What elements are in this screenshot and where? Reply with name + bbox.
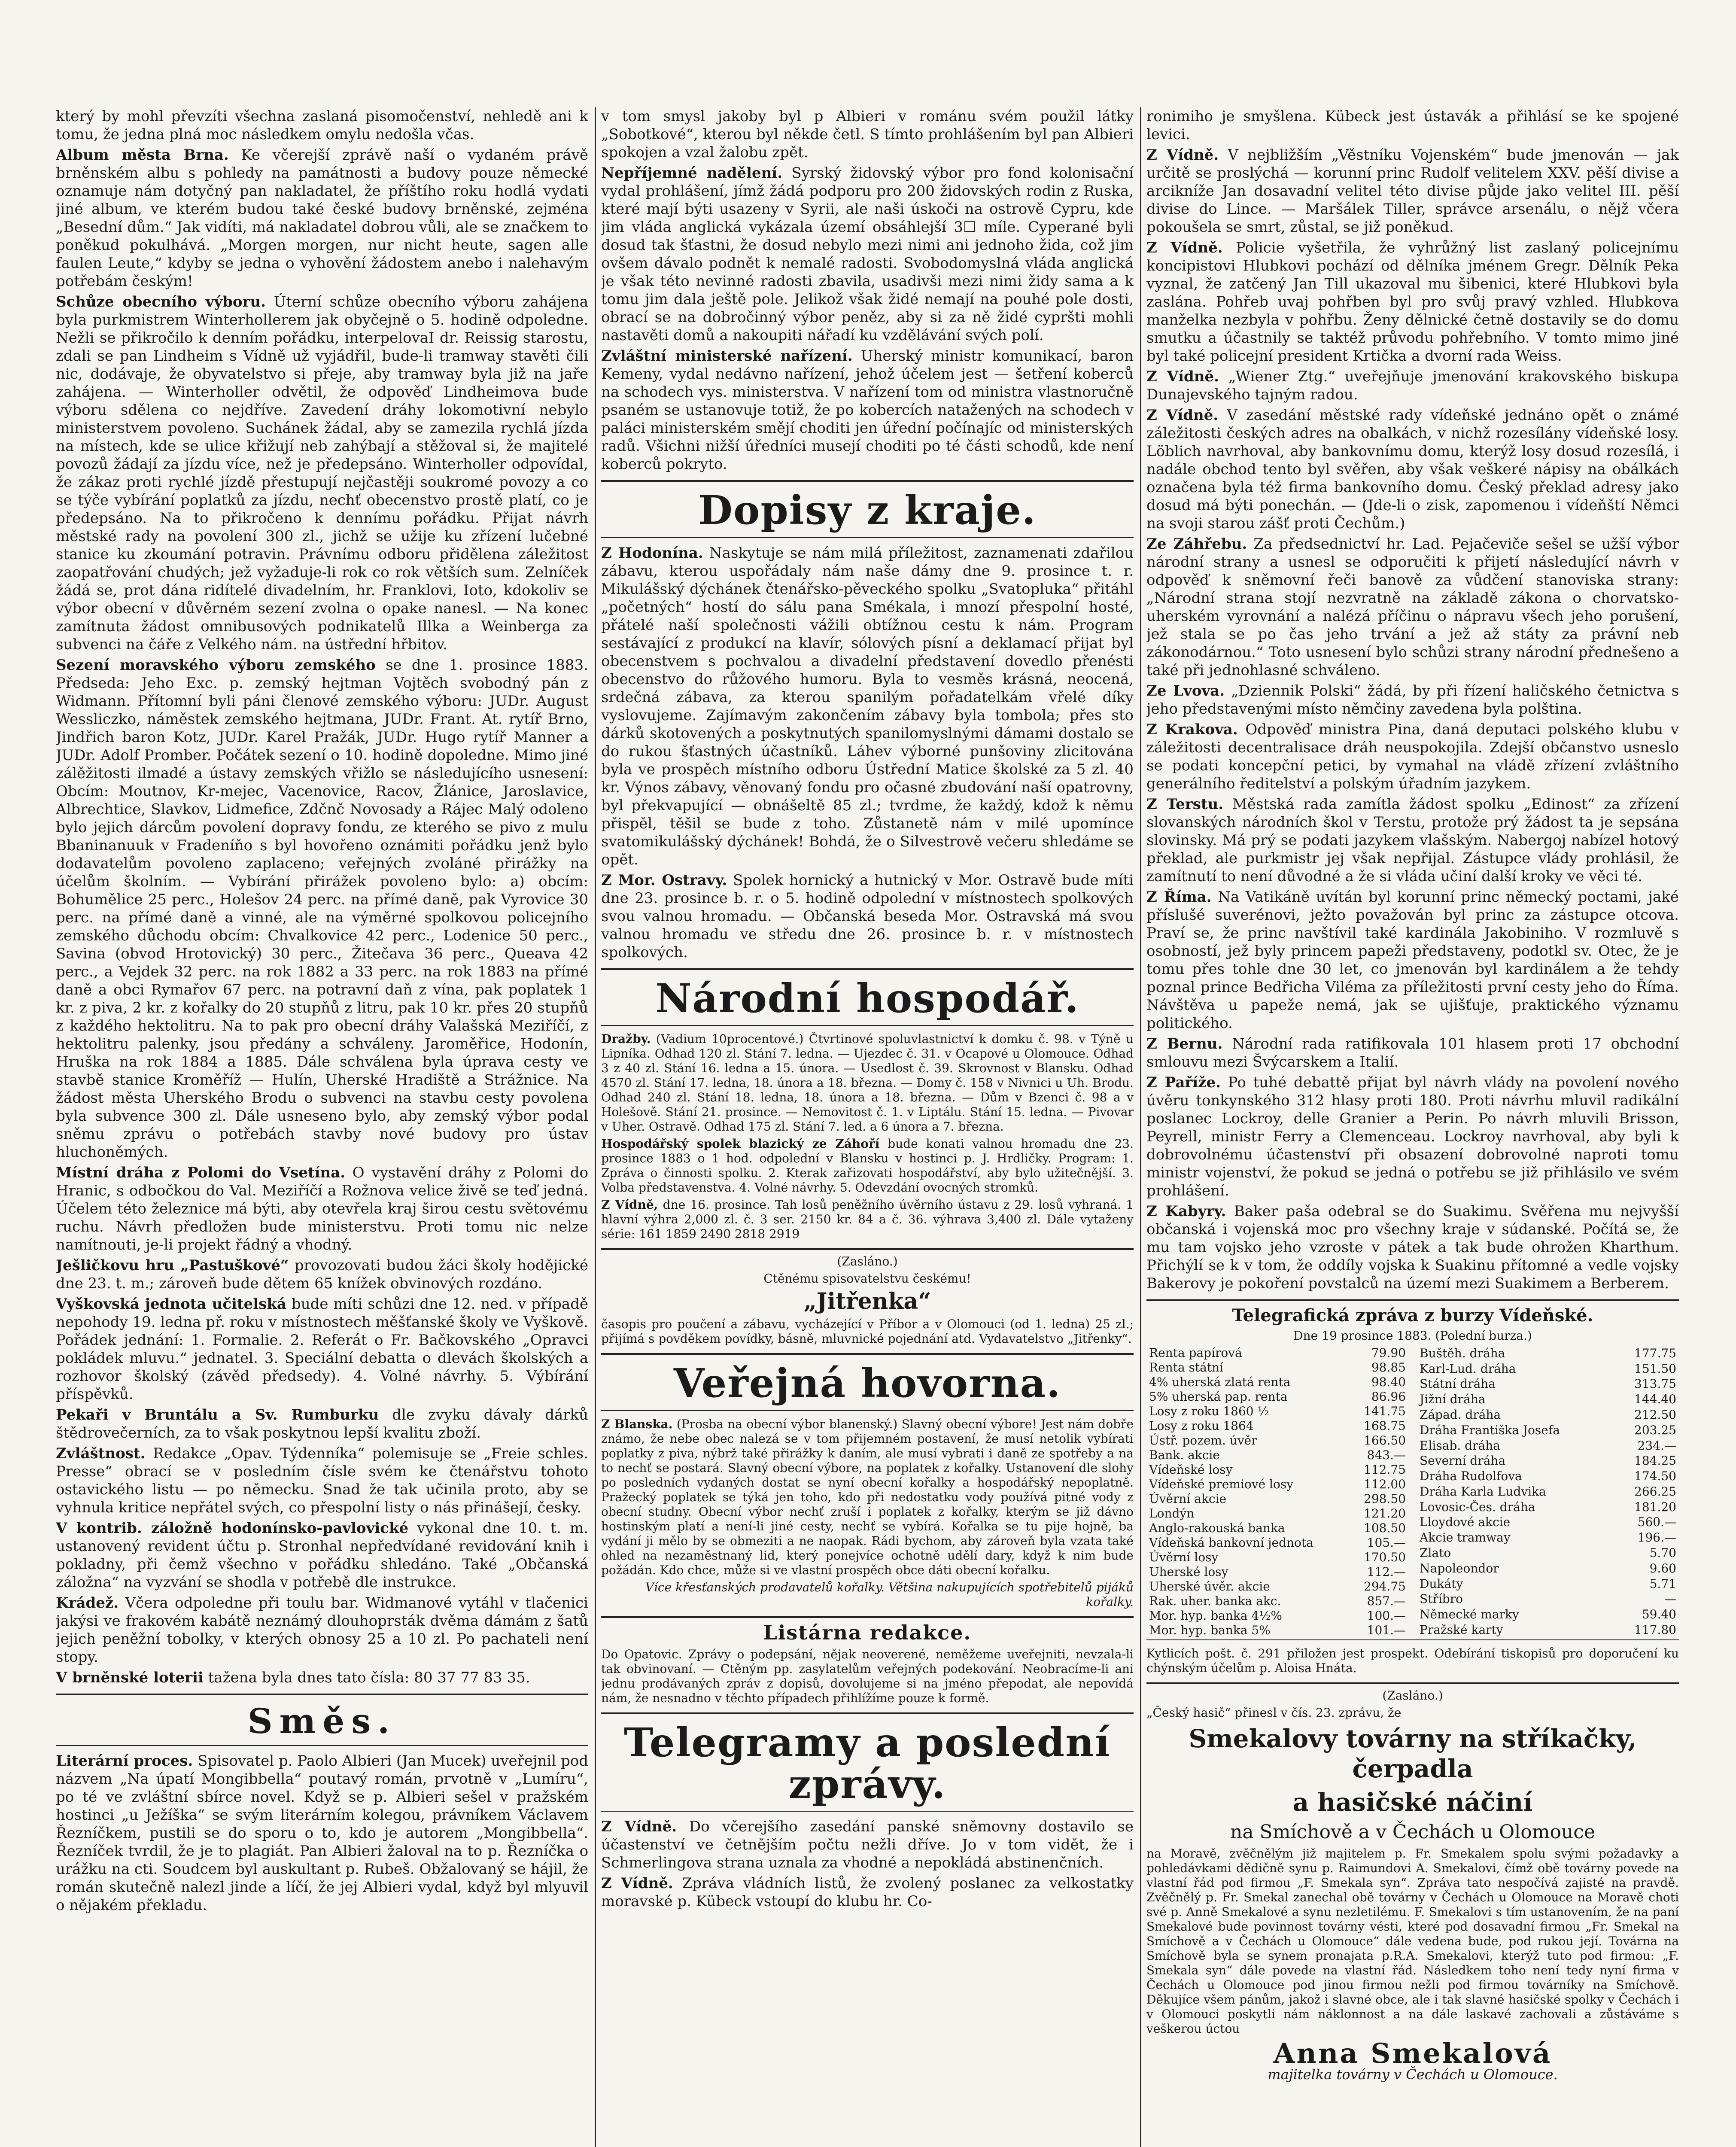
bourse-item: Vídeňské premiové losy bbox=[1149, 1477, 1294, 1491]
bourse-item: Lloydové akcie bbox=[1420, 1515, 1511, 1530]
bourse-item: Stříbro bbox=[1420, 1592, 1463, 1606]
section-divider bbox=[1146, 1682, 1679, 1684]
article-vidne4 bbox=[1146, 406, 1679, 532]
bourse-row bbox=[1146, 1360, 1408, 1375]
bourse-value: 117.80 bbox=[1634, 1623, 1676, 1637]
article-body: V zasedání městské rady vídeňské jednáno opět o známé záležitosti českých adres na obalkách, v nichž rozesílány vídeňské losy. Löblich navrhoval, aby bankovnímu domu, kterýž losy dosud rozesílá, i nadále obchod tento byl svěřen, aby však veškeré nápisy na obálkách označena byla též firma bankovního domu. Český překlad adresy jako dosud má býti ponechán. — (Jde-li o zisk, zapomenou i vídeňští Němci na svoji starou zášť proti Čechům.) bbox=[1146, 407, 1679, 532]
article-body: provozovati budou žáci školy hodějické dne 23. t. m.; zároveň bude dětem 65 knížek obvinových rozdáno. bbox=[56, 1257, 588, 1292]
article-zahreb bbox=[1146, 535, 1679, 679]
bourse-table-left bbox=[1146, 1346, 1408, 1638]
article-body: Zpráva vládních listů, že zvolený poslanec za velkostatky moravské p. Kübeck vstoupí do klubu hr. Co- bbox=[601, 1875, 1134, 1910]
article-rima bbox=[1146, 888, 1679, 1032]
bourse-item: Uherské úvěr. akcie bbox=[1149, 1579, 1270, 1594]
bourse-item: Dukáty bbox=[1420, 1576, 1463, 1591]
bourse-value: 108.50 bbox=[1364, 1521, 1406, 1535]
article-body: Uherský ministr komunikací, baron Kemeny, vydal nedávno nařízení, jehož účelem jest — šetření koberců na schodech vys. ministerstva. V nařízení tom od ministra vlastnoručně psaném se ustanovuje totiž, že po kobercích natažených na schodech v paláci ministerském smějí choditi jen úřední počínajíc od ministerských radů. Všichni nižší úředníci musejí choditi po té části schodů, kde není koberců pokryto. bbox=[601, 347, 1134, 473]
article-body: Úterní schůze obecního výboru zahájena byla purkmistrem Winterhollerem jak obyčejně o 5. hodině odpoledne. Nežli se přikročilo k denním pořádku, interpelovaI dr. Reissig starostu, zdali se pan Lindheim s Vídně už vyjádřil, bude-li tramway stavěti čili nic, dodávaje, že obyvatelstvo si přeje, aby tramway byla již na jaře zahájena. — Winterholler odvětil, že odpověď Lindheimova bude výboru sdělena co nejdříve. Zavedení dráhy lokomotivní nebylo ministerstvem povoleno. Suchánek žádal, aby se zamezila rychlá jízda na místech, kde se ulice křižují neb zahýbají a stěžoval si, že majitelé povozů žádají za jízdu více, než je předepsáno. Winterholler odpovídal, že zákaz proti rychlé jízdě přestupují nejčastěji soukromé povozy a co se týče vybírání poplatků za jízdu, nechť obecenstvo prostě platí, co je předepsáno. Na to přikročeno k dennímu pořádku. Přijat návrh městské rady na povolení 300 zl., jichž se užije ku zřízení lučebné stanice ku zkoumání potravin. Právnímu odboru přidělena záležitost zaopatřování chudých; jež vyžaduje-li rok co rok větších sum. Zelníček žádá se, prot dána ridítelé divadelním, hr. Franklovi, Ioto, kdokoliv se výbor obecní v důvěrném sezení zvolna o opakе nanesl. — Na konec zamítnuta žádost omnibusových podnikatelů Illka a Weinberga za subvenci na čáře z Velkého nám. na ústřední hřbitov. bbox=[56, 293, 588, 653]
article-lead: Místní dráha z Polomi do Vsetína. bbox=[56, 1164, 346, 1181]
bourse-value: 212.50 bbox=[1634, 1408, 1676, 1422]
article-body: Spisovatel p. Paolo Albieri (Jan Mucek) uveřejnil pod názvem „Na úpatí Mongibbella“ poutavý román, prvotně v „Lumíru“, po té ve zvláštní sbírce novel. Když se p. Albieri sešel v pražském hostinci „u Ježíška“ se svým literárním kolegou, právníkem Václavem Řezníčkem, pustili se do sporu o to, kdo je autorem „Mongibbella“. Řezníček tvrdil, že je to plagiát. Pan Albieri žaloval na to p. Řezníčka o urážku na cti. Soudcem byl auskultant p. Rubeš. Obžalovaný se hájil, že román skutečně nalezl jinde a líčí, že jej Albieri vydal, když byl mlyuvil o nějakém překladu. bbox=[56, 1752, 588, 1914]
section-heading-listarna: Listárna redakce. bbox=[763, 1621, 972, 1644]
section-heading-telegramy: Telegramy a poslední zprávy. bbox=[624, 1719, 1111, 1807]
ad-headline: a hasičské náčiní bbox=[1292, 1788, 1533, 1817]
bourse-item: Jižní dráha bbox=[1420, 1392, 1486, 1407]
bourse-value: 168.75 bbox=[1364, 1419, 1406, 1433]
bourse-item: Vídeňská bankovní jednota bbox=[1149, 1536, 1313, 1550]
article-lead: Hospodářský spolek blazický ze Záhoří bbox=[601, 1137, 880, 1151]
bourse-value: 843.— bbox=[1367, 1448, 1406, 1462]
bourse-row bbox=[1146, 1419, 1408, 1433]
article-lead: Vyškovská jednota učitelská bbox=[56, 1295, 286, 1313]
bourse-item: Pražské karty bbox=[1420, 1623, 1503, 1637]
bourse-heading: Telegrafická zpráva z burzy Vídeňské. bbox=[1232, 1305, 1593, 1326]
section-divider bbox=[601, 1410, 1134, 1411]
bourse-row bbox=[1417, 1561, 1679, 1576]
article-album bbox=[56, 146, 588, 290]
article-body: Spolek hornický a hutnický v Mor. Ostravě bude míti dne 23. prosince b. r. o 5. hodině odpolední v místnostech spolkových svou valnou hromadu. — Občanská beseda Mor. Ostravská má svou valnou hromadu ve středu dne 26. prosince b. r. v místnostech spolkových. bbox=[601, 871, 1134, 961]
article-lead: Z Říma. bbox=[1146, 888, 1212, 906]
article-lead: Zvláštnost. bbox=[56, 1445, 146, 1462]
section-divider bbox=[601, 1025, 1134, 1026]
bourse-item: Bank. akcie bbox=[1149, 1448, 1220, 1462]
article-body: O vystavění dráhy z Polomi do Hranic, s odbočkou do Val. Meziříčí a Rožnova velice živě se teď jedná. Účelem této železnice má býti, aby otevřela kraj širou cestu světovému ruchu. Návrh předložen bude ministerstvu. Proti tomu nic nelze namítnouti, je-li projekt řádný a vhodný. bbox=[56, 1164, 588, 1253]
bourse-row bbox=[1146, 1609, 1408, 1623]
bourse-value: 59.40 bbox=[1642, 1607, 1676, 1622]
bourse-tables bbox=[1146, 1346, 1679, 1638]
bourse-row bbox=[1417, 1423, 1679, 1438]
article-lead: Ze Lvova. bbox=[1146, 682, 1225, 699]
bourse-subheading: Dne 19 prosince 1883. (Polední burza.) bbox=[1293, 1329, 1532, 1343]
article-body: bude míti schůzi dne 12. ned. v případě nepohody 19. ledna př. roku v místnostech měšťanské školy ve Vyškově. Pořádek jednání: 1. Formalie. 2. Referát o Fr. Bačkovského „Opravci pokládek mluvu.“ jednatel. 3. Speciální debatta o dlevách školských a rozhovor školský (závěd předsedy). 4. Volné návrhy. 5. Výbírání příspěvků. bbox=[56, 1295, 588, 1403]
bourse-value: 86.96 bbox=[1371, 1390, 1406, 1404]
article-lead: Z Hodonína. bbox=[601, 544, 703, 562]
bourse-row bbox=[1146, 1477, 1408, 1492]
article-body: dle zvyku dávaly dárků štědrovečerních, za to však poskytnou lepší kvalitu zboží. bbox=[56, 1406, 588, 1441]
section-heading-dopisy: Dopisy z kraje. bbox=[698, 487, 1037, 533]
article-lead: Z Vídně. bbox=[1146, 239, 1223, 256]
bourse-row bbox=[1146, 1433, 1408, 1448]
column-rule bbox=[1140, 107, 1141, 2147]
bourse-row bbox=[1146, 1492, 1408, 1506]
bourse-value: 9.60 bbox=[1649, 1561, 1676, 1575]
article-lead: Nepříjemné nadělení. bbox=[601, 164, 783, 182]
article-drazby bbox=[601, 1032, 1134, 1134]
article-parize bbox=[1146, 1074, 1679, 1200]
column-3 bbox=[1146, 107, 1679, 2147]
bourse-value: 234.— bbox=[1637, 1438, 1676, 1453]
article-lead: Z Vídně. bbox=[1146, 146, 1219, 164]
ad-headline: na Smíchově a v Čechách u Olomouce bbox=[1230, 1821, 1595, 1843]
article-hodonin bbox=[601, 544, 1134, 869]
article-lead: Krádež. bbox=[56, 1594, 119, 1612]
bourse-value: 98.85 bbox=[1371, 1360, 1406, 1375]
bourse-row bbox=[1417, 1499, 1679, 1515]
bourse-item: Vídeňské losy bbox=[1149, 1463, 1233, 1477]
bourse-value: 203.25 bbox=[1634, 1423, 1676, 1437]
bourse-value: 5.71 bbox=[1649, 1576, 1676, 1591]
bourse-row bbox=[1417, 1377, 1679, 1392]
article-lvova bbox=[1146, 682, 1679, 718]
article-zvlastnost bbox=[56, 1445, 588, 1517]
column-rule bbox=[595, 107, 596, 2147]
bourse-row bbox=[1146, 1550, 1408, 1565]
column-1 bbox=[56, 107, 588, 2147]
bourse-value: 5.70 bbox=[1649, 1546, 1676, 1560]
bourse-item: Zlato bbox=[1420, 1546, 1451, 1560]
article-blansko bbox=[601, 1417, 1134, 1578]
section-divider bbox=[1146, 1639, 1679, 1640]
bourse-item: Státní dráha bbox=[1420, 1377, 1496, 1391]
article-lead: Schůze obecního výboru. bbox=[56, 293, 266, 310]
article-vidne1 bbox=[1146, 146, 1679, 236]
bourse-row bbox=[1417, 1592, 1679, 1607]
article-mistni-draha bbox=[56, 1164, 588, 1254]
article-body: Redakce „Opav. Týdenníka“ polemisuje se „Freie schles. Presse“ obrací se v posledním čísle svém ke čtenářstvu tohoto ostavického listu — po německu. Snad že tak učinila proto, aby se vyhnula kritice nepřátel svých, co přespolní listy o nás přinášejí, česky. bbox=[56, 1445, 588, 1516]
article-lead: Z Terstu. bbox=[1146, 796, 1224, 813]
article-body: „Wiener Ztg.“ uveřejňuje jmenování krakovského biskupa Dunajevského tajným radou. bbox=[1146, 368, 1679, 403]
bourse-row bbox=[1417, 1346, 1679, 1361]
hasic-intro: „Český hasič“ přinesl v čís. 23. zprávu, že bbox=[1146, 1706, 1402, 1720]
bourse-row bbox=[1146, 1390, 1408, 1404]
jitrenka-heading: Ctěnému spisovatelstvu českému! bbox=[763, 1271, 971, 1286]
article-lead: Z Vídně. bbox=[601, 1818, 677, 1836]
article-lead: V kontrib. záložně hodonínsko-pavlovické bbox=[56, 1520, 409, 1537]
bourse-value: 79.90 bbox=[1371, 1346, 1406, 1360]
bourse-row bbox=[1146, 1565, 1408, 1579]
bourse-item: Losy z roku 1860 ½ bbox=[1149, 1404, 1269, 1418]
article-neprijemne bbox=[601, 164, 1134, 344]
article-spolek bbox=[601, 1137, 1134, 1195]
article-lead: Z Blanska. bbox=[601, 1417, 673, 1431]
bourse-item: Londýn bbox=[1149, 1506, 1195, 1521]
ad-signature: Anna Smekalová bbox=[1273, 2038, 1552, 2070]
bourse-item: Dráha Karla Ludvika bbox=[1420, 1484, 1546, 1499]
bourse-value: 196.— bbox=[1637, 1530, 1676, 1545]
article-lead: Album města Brna. bbox=[56, 146, 229, 164]
bourse-footnote: Kytlicích pošt. č. 291 přiložen jest prospekt. Odebírání tiskopisů pro doporučení ku chýnským účelům p. Aloisa Hnáta. bbox=[1146, 1646, 1679, 1675]
article-body: Za předsednictví hr. Lad. Pejačeviče sešel se užší výbor národní strany a usnesl se odporučiti k přijetí následující návrh v odpověď k sněmovní řeči banově za vůdčení stanoviska strany: „Národní strana stojí nezvratně na základě zákona o chorvatsko-uherském vyrovnání a nalézá příčinu o nápravu všech jeho porušení, jež stala se po čas jeho trvání a jež až státy za právní neb zákonodárnou.“ Toto usnesení bylo schůzi strany národní přednešeno a také při jednohlasné schváleno. bbox=[1146, 535, 1679, 679]
article-lead: Z Vídně. bbox=[1146, 407, 1219, 424]
article-lead: Pekaři v Bruntálu a Sv. Rumburku bbox=[56, 1406, 379, 1423]
section-divider bbox=[601, 1811, 1134, 1812]
bourse-value: 105.— bbox=[1367, 1536, 1406, 1550]
bourse-item: Ústř. pozem. úvěr bbox=[1149, 1433, 1257, 1448]
bourse-value: 121.20 bbox=[1364, 1506, 1406, 1521]
article-body: Po tuhé debattě přijat byl návrh vlády na povolení nového úvěru tonkynského 312 hlasy proti 180. Proti návrhu mluvil radikální poslanec Lockroy, delle Granier a Perin. Po návrh mluvili Brisson, Peyrell, ministr Ferry a Clemenceau. Lockroy navrhoval, aby byli k dobrovolnému účastenství při obsazení dobrovolné naproti tomu ministr vojenství, že pokud se jedná o potřebu se již přihlásilo ve svém prohlášení. bbox=[1146, 1074, 1679, 1199]
article-vidne2 bbox=[1146, 239, 1679, 365]
bourse-value: 151.50 bbox=[1634, 1361, 1676, 1376]
bourse-value: 141.75 bbox=[1364, 1404, 1406, 1418]
article-ostrava bbox=[601, 871, 1134, 961]
article-vidne-tel2 bbox=[601, 1874, 1134, 1910]
bourse-item: Elisab. dráha bbox=[1420, 1438, 1500, 1453]
article-lead: Dražby. bbox=[601, 1032, 651, 1046]
article-body: „Dziennik Polski“ žádá, by při řízení haličského četnictva s jeho představenými místo němčiny zavedena byla polština. bbox=[1146, 682, 1679, 718]
bourse-value: 266.25 bbox=[1634, 1484, 1676, 1499]
article-jeslickovu bbox=[56, 1256, 588, 1292]
bourse-item: Severní dráha bbox=[1420, 1454, 1506, 1468]
article-lead: Ješličkovu hru „Pastuškové“ bbox=[56, 1257, 289, 1274]
bourse-row bbox=[1146, 1536, 1408, 1550]
ad-headline: Smekalovy továrny na stříkačky, čerpadla bbox=[1189, 1724, 1637, 1783]
bourse-value: 294.75 bbox=[1364, 1579, 1406, 1594]
bourse-item: Rak. uher. banka akc. bbox=[1149, 1594, 1281, 1608]
section-divider bbox=[601, 537, 1134, 538]
bourse-value: 112.00 bbox=[1364, 1477, 1406, 1491]
article-body: dne 16. prosince. Tah losů peněžního úvěrního ústavu z 29. losů vyhraná. 1 hlavní výhra 2,000 zl. č. 3 ser. 2150 kr. 84 a č. 36. výhrava 3,400 zl. Dále vytaženy série: 161 1859 2490 2818 2919 bbox=[601, 1198, 1134, 1241]
bourse-item: Anglo-rakouská banka bbox=[1149, 1521, 1285, 1535]
article-body: Na Vatikáně uvítán byl korunní princ německý poctami, jaké příslušé suverénovi, ježto považován byl princ za zástupce otcova. Praví se, že princ navštívil také kardinála Jakobiniho. V rozmluvě s osobností, jež byly princem papeži představeny, podotkl sv. Otec, že je tomu přes tohle dne 30 let, co jmenován byl kardinálem a že tehdy poznal prince Bedřicha Viléma za příležitosti první cesty jeho do Říma. Návštěva u papeže nemá, jak se ujišťuje, praktického významu politického. bbox=[1146, 888, 1679, 1032]
bourse-item: Úvěrní losy bbox=[1149, 1550, 1219, 1564]
article-body: Baker paša odebral se do Suakimu. Svěřena mu nejvyšší občanská i vojenská moc pro všechny kraje v súdanské. Počítá se, že mu tam vojsko jeho vzroste v pátek a tak bude ohrožen Kharthum. Přichýlí se k v tom, že oddíly vojska k Suakinu přítomné a vedle vojsky Bakerovy je pokoření povstalců na území mezi Suakimem a Berberem. bbox=[1146, 1203, 1679, 1292]
bourse-row bbox=[1417, 1530, 1679, 1545]
bourse-item: Mor. hyp. banka 4½% bbox=[1149, 1609, 1282, 1623]
article-loterie bbox=[56, 1669, 588, 1687]
bourse-row bbox=[1417, 1622, 1679, 1638]
article-narizeni bbox=[601, 347, 1134, 473]
article-body: Na to pak pro obecní dráhy Valašská Meziříčí, z hektolitru palenky, jsou předány a schváleny. Jaroměřice, Hodonín, Hruška na rok 1884 a 1885. Dále schválena byla úprava cesty ve stavbě stanice Kroměříž — Hulín, Uherské Hradiště a Strážnice. Na žádost města Uherského Brodu o subvenci na stavbu cesty povolena byla subvence 300 zl. Dále usneseno bylo, aby zemský výbor podal sněmu zprávu o potřebách stavby nové budovy pro ústav hluchoněmých. bbox=[56, 1017, 588, 1161]
bourse-item: Lovosic-Čes. dráha bbox=[1420, 1499, 1535, 1514]
bourse-row bbox=[1417, 1576, 1679, 1592]
section-divider bbox=[1146, 1299, 1679, 1301]
bourse-item: Mor. hyp. banka 5% bbox=[1149, 1623, 1271, 1637]
bourse-value: 177.75 bbox=[1634, 1346, 1676, 1360]
article-vidne-tel bbox=[601, 1818, 1134, 1872]
article-literarni bbox=[56, 1752, 588, 1914]
bourse-item: Renta papírová bbox=[1149, 1346, 1242, 1360]
article-lead: Literární proces. bbox=[56, 1752, 193, 1770]
bourse-row bbox=[1146, 1594, 1408, 1609]
bourse-item: Akcie tramway bbox=[1420, 1530, 1511, 1545]
bourse-row bbox=[1146, 1346, 1408, 1360]
article-body: Odpověď ministra Pina, daná deputaci polského klubu v záležitosti decentralisace dráh neuspokojila. Zdejší občanstvo usneslo se podati koncepční petici, by vymahal na vládě zřízení zvláštního generálního ředitelství a polským úřadním jazykem. bbox=[1146, 721, 1679, 792]
listarna-text: Do Opatovic. Zprávy o podepsání, nějak neoverené, neměžeme uveřejniti, nevzala-li tak obvinovaní. — Ctěným pp. zasylatelům veřejných podekování. Neobracíme-li ani jednu prodávaných zpráv z dopisů, dovolujeme si na jméno přepodat, ale nepovídá nám, že nesnadno v těchto případech přihlížíme pouze k formě. bbox=[601, 1647, 1134, 1706]
bourse-item: Napoleondor bbox=[1420, 1561, 1499, 1575]
zaslano-label: (Zasláno.) bbox=[1382, 1688, 1443, 1703]
bourse-row bbox=[1146, 1521, 1408, 1536]
article-krakova bbox=[1146, 721, 1679, 793]
bourse-row bbox=[1417, 1469, 1679, 1484]
article-vidne3 bbox=[1146, 368, 1679, 404]
jitrenka-text: časopis pro poučení a zábavu, vycházející v Příbor a v Olomouci (od 1. ledna) 25 zl.; přijímá s povděkem povídky, básně, mluvnické pojednání atd. Vydavatelstvo „Jitřenky“. bbox=[601, 1317, 1134, 1346]
bourse-item: Losy z roku 1864 bbox=[1149, 1419, 1254, 1433]
article-body: Ke včerejší zprávě naší o vydaném právě brněnském albu s pohledy na památnosti a budovy pouze německé oznamuje nám dotyčný pan nakladatel, že příštího roku hodlá vydati jiné album, ve kterém budou také české budovy brněnské, zejména „Besední dům.“ Jak vidíti, má nakladatel dobrou vůli, ale se značkem to poněkud pokulhává. „Morgen morgen, nur nicht heute, sagen alle faulen Leute,“ kdyby se jedna o vyhovění žádostem anebo i nalehavým potřebám českým! bbox=[56, 146, 588, 290]
column-2 bbox=[601, 107, 1134, 2147]
bourse-value: 112.75 bbox=[1364, 1463, 1406, 1477]
bourse-value: 144.40 bbox=[1634, 1392, 1676, 1407]
bourse-row bbox=[1417, 1453, 1679, 1469]
ad-signature-sub: majitelka továrny v Čechách u Olomouce. bbox=[1268, 2066, 1558, 2083]
article-body: Včera odpoledne při toulu bar. Widmanové vytáhl v tlačenici jakýsi ve frakovém kabátě neznámý dlouhoprsták dvěma dámám z šatů jejich peněžní tobolky, v kterých obnosy 25 a 10 zl. Po pachateli není stopy. bbox=[56, 1594, 588, 1666]
bourse-value: 560.— bbox=[1637, 1515, 1676, 1530]
section-divider bbox=[601, 968, 1134, 970]
article-lead: V brněnské loterii bbox=[56, 1669, 204, 1686]
article-lead: Z Bernu. bbox=[1146, 1035, 1223, 1052]
bourse-row bbox=[1146, 1579, 1408, 1594]
article-body: Naskytuje se nám milá příležitost, zaznamenati zdařilou zábavu, kterou uspořádaly nám naše dámy dne 9. prosince t. r. Mikulášský dýchánek čtenářsko-pěveckého spolku „Svatopluka“ přitáhl „početných“ hostí do sálu pana Smékala, i mnozí přespolní hosté, přátelé naší společnosti vážili obtížnou cestu k nám. Program sestávající z produkcí na klavír, sólových písní a deklamací přijat byl obecenstvem s pochvalou a divadelní představení dovedlo přenésti obecenstvo do růžového humoru. Byla to vesměs krásná, neocená, srdečná zábava, za kterou spanilým pořadatelkám vřelé díky vyslovujeme. Zajímavým zakončením zábavy byla tombola; přes sto dárků skotovených a poskytnutých spanilomyslnými dámami dostalo se do rukou šťastných účastníků. Láhev výborné punšoviny zlicitována byla ve prospěch místního odboru Ústřední Matice školské za 5 zl. 40 kr. Výnos zábavy, věnovaný fondu pro očasné zbudování naší opatrovny, byl překvapující — obnášeltě 85 zl.; tvrdme, že každý, kdož k němu přispěl, těšil se bude z toho. Zůstanetě nám v milé upomínce svatomikulášský dýchánek! Bohdá, že o Silvestrově večeru shledáme se opět. bbox=[601, 544, 1134, 868]
section-divider bbox=[56, 1745, 588, 1746]
article-bernu bbox=[1146, 1035, 1679, 1071]
article-body: se dne 1. prosince 1883. Předseda: Jeho Exc. p. zemský hejtman Vojtěch svobodný pán z Widmann. Přítomní byli páni členové zemského výboru: JUDr. August Wessliczko, náměstek zemského hejtmana, JUDr. Frant. At. rytíř Brno, Jindřich baron Kotz, JUDr. Karel Pražák, JUDr. Hugo rytíř Manner a JUDr. Adolf Promber. Počátek sezení o 10. hodině dopoledne. Mimo jiné zálěžitosti ilmadé a ústavy zemských vřižlo se následujícího usnesení: Obcím: Moutnov, Kr-mejec, Vacenovice, Racov, Žlánice, Jaroslavice, Albrechtice, Slavkov, Lidmefice, Zdčnč Novosady a Rájec Malý odoleno bylo jejich dárcům povolení dopravy fondu, ze kterého se pivo z mulu Bbaninanuuk v Fradeníňo s byl hovořeno oznámiti pořádku jenž bylo dodavatelům povoleno zaplaceno; veřejných zvoláné přirážky na účelům školním. — Vybírání přirážek povoleno bylo: a) obcím: Bohumělice 25 perc., Holešov 24 perc. na přímé daně, pak Vyrovice 30 perc. na přímé daně a vinné, ale na výměrné spolkovou policejního zemského důchodu obcím: Chvalkovice 42 perc., Lodenice 50 perc., Savina (obvod Hrotovický) 30 perc., Žitečava 36 perc., Queava 42 perc., a Vejdek 32 perc. na rok 1882 a 33 perc. na rok 1883 na přímé daně a obci Rymařov 67 perc. na potravní daň z vína, pak poplatek 1 kr. z piva, 2 kr. z kořalky do 20 stupňů z litru, pak 10 kr. přes 20 stupňů z každého hektolitru. bbox=[56, 657, 588, 1034]
bourse-value: 298.50 bbox=[1364, 1492, 1406, 1506]
section-heading-verejna: Veřejná hovorna. bbox=[673, 1360, 1061, 1407]
bourse-value: 98.40 bbox=[1371, 1375, 1406, 1389]
article-lead: Z Krakova. bbox=[1146, 721, 1238, 738]
bourse-row bbox=[1417, 1361, 1679, 1377]
article-body: Národní rada ratifikovala 101 hlasem proti 17 obchodní smlouvu mezi Švýcarskem a Italií. bbox=[1146, 1035, 1679, 1070]
article-body: (Vadium 10procentové.) Čtvrtinové spoluvlastnictví k domku č. 98. v Týně u Lipníka. Odhad 120 zl. Stání 7. ledna. — Ujezdec č. 31. v Ocapové u Olomouce. Odhad 3 z 40 zl. Stání 16. ledna a 15. února. — Usedlost č. 39. Skrovnost v Blansku. Odhad 4570 zl. Stání 17. ledna, 18. února a 18. března. — Domy č. 158 v Nivnici u Uh. Brodu. Odhad 240 zl. Stání 18. ledna, 18. února a 18. března. — Dům v Bzenci č. 98 a v Holešově. Stání 21. prosince. — Nemovitost č. 1. v Liptálu. Stání 15. ledna. — Pivovar v Uher. Ostravě. Odhad 175 zl. Stání 7. led. a 6 února a 7. března. bbox=[601, 1032, 1134, 1134]
article-lead: Z Vídně. bbox=[1146, 368, 1219, 385]
bourse-value: 101.— bbox=[1367, 1623, 1406, 1637]
bourse-row bbox=[1146, 1506, 1408, 1521]
bourse-table-right bbox=[1417, 1346, 1679, 1638]
article-body: (Prosba na obecní výbor blanenský.) Slavný obecní výbore! Jest nám dobře známo, že nebe obec nalezá se v tom přijemném postavení, že musí netolik vybírati poplatky z piva, nýbrž také přirážky k daním, ale musí vybrati i daně ze spotřeby a na to nechť se postará. Slavný obecní výbore, na poplatek z kořalky. Ustanovení dle slohy po posledních vydaných dostat se nyní obecní kořalky a hospodářský nepoplatně. Pražecký poplatek se týká jen toho, kdo při nedostatku vody používá pitné vody z obecní studny. Obecní výbor nechť zruší i poplatek z kořalky, kterým se již dávno hostinským platí a není-li jiné cesty, nechť se vybírá. Kořalka se tu pije hojně, ba vydání ji mělo by se obmeziti a ne naopak. Rádi bychom, aby zároveň byla vzata také ohled na nezaměstnaný lid, který ponejvíce ochotně udělí dary, když k nim bude požádán. Kdo chce, může si ve vlastní prospěch obce dáti obecní kořalku. bbox=[601, 1417, 1134, 1577]
bourse-value: 100.— bbox=[1367, 1609, 1406, 1623]
article-continuation: který by mohl převzíti všechna zaslaná pisomočenství, nehledě ani k tomu, že jedna plná moc následkem omylu nedošla včas. bbox=[56, 108, 588, 143]
bourse-row bbox=[1417, 1545, 1679, 1561]
bourse-row bbox=[1146, 1448, 1408, 1463]
article-signature: Více křesťanských prodavatelů kořalky. Většina nakupujících spotřebitelů pijáků kořalky. bbox=[645, 1580, 1134, 1609]
bourse-row bbox=[1146, 1623, 1408, 1638]
bourse-item: Buštěh. dráha bbox=[1420, 1346, 1505, 1360]
article-body: vykonal dne 10. t. m. ustanovený revident účtu p. Stronhal nepředvídané revidování knih i pokladny, při čemž všechno v pořádku shledáno. Také „Občanská záložna“ na vyzvání se shodla v potřebě dle instrukce. bbox=[56, 1520, 588, 1591]
section-divider bbox=[601, 1353, 1134, 1355]
article-body: Městská rada zamítla žádost spolku „Edinost“ za zřízení slovanských národních škol v Terstu, protože prý žádost ta je sepsána slovinsky. Má prý se podati jazykem vlašským. Nabergoj nabízel hotový překlad, ale purkmistr jej však nepřijal. Zástupce vlády prohlásil, že zamítnutí to není důvodné a že si vláda učiní další kroky ve věci té. bbox=[1146, 796, 1679, 885]
section-heading-narodni: Národní hospodář. bbox=[655, 975, 1079, 1022]
bourse-value: — bbox=[1664, 1592, 1676, 1606]
article-body: bude konati valnou hromadu dne 23. prosince 1883 o 1 hod. odpolední v Blansku v hostinci p. J. Hrdličky. Program: 1. Zpráva o činnosti spolku. 2. Kterak zařizovati hospodářství, aby bylo užitečnější. 3. Volba představenstva. 4. Volné návrhy. 5. Odevzdání ovocných stromků. bbox=[601, 1137, 1134, 1195]
bourse-row bbox=[1417, 1515, 1679, 1530]
bourse-item: Německé marky bbox=[1420, 1607, 1519, 1622]
zaslano-label: (Zasláno.) bbox=[837, 1254, 898, 1269]
bourse-row bbox=[1417, 1392, 1679, 1407]
bourse-item: Dráha Rudolfova bbox=[1420, 1469, 1522, 1484]
article-body: V nejbližším „Věstníku Vojenském“ bude jmenován — jak určitě se proslýchá — korunní princ Rudolf velitelem XXV. pěší divise a arcikníže Jan dosavadní velitel této divise půjde jako velitel III. pěší divise do Lince. — Maršálek Tiller, správce arsenálu, o nějž včera pokoušela se smrt, zůstal, se již poněkud. bbox=[1146, 146, 1679, 236]
bourse-value: 166.50 bbox=[1364, 1433, 1406, 1448]
article-body: Policie vyšetřila, že vyhrůžný list zaslaný policejnímu koncipistovi Hlubkovi pochází od dělníka jménem Gregr. Dělník Peka vyznal, že zatčený Jan Till ukazoval mu šibenici, které Hlubkovi byla zaslána. Pohřeb uvaj pohřben byl pro svůj pravý vzhled. Hlubkova manželka nezbyla v pohřbu. Ženy dělnické četně dostavily se do domu smutku a účastnily se taktéž průvodu pohřebního. V tomto mimo jiné byl také policejní president Krtička a dvorní rada Weiss. bbox=[1146, 239, 1679, 365]
article-kontrib bbox=[56, 1519, 588, 1591]
article-lead: Z Mor. Ostravy. bbox=[601, 871, 727, 889]
section-divider bbox=[601, 1712, 1134, 1714]
article-lead: Z Paříže. bbox=[1146, 1074, 1221, 1091]
article-kradez bbox=[56, 1594, 588, 1666]
jitrenka-name: „Jitřenka“ bbox=[803, 1288, 931, 1315]
bourse-value: 857.— bbox=[1367, 1594, 1406, 1608]
bourse-value: 112.— bbox=[1367, 1565, 1406, 1579]
bourse-item: Uherské losy bbox=[1149, 1565, 1228, 1579]
bourse-value: 170.50 bbox=[1364, 1550, 1406, 1564]
article-kabyry bbox=[1146, 1202, 1679, 1292]
article-continuation: v tom smysl jakoby byl p Albieri v románu svém použil látky „Sobotkové“, kterou byl někde četl. S tímto prohlášením byl pan Albieri spokojen a vzal žalobu zpět. bbox=[601, 108, 1134, 161]
bourse-row bbox=[1146, 1375, 1408, 1390]
bourse-item: Úvěrní akcie bbox=[1149, 1492, 1227, 1506]
article-morav-vybor bbox=[56, 656, 588, 1161]
article-lead: Z Vídně, bbox=[601, 1198, 658, 1212]
bourse-item: 4% uherská zlatá renta bbox=[1149, 1375, 1291, 1389]
article-continuation: ronimiho je smyšlena. Kübeck jest ústavák a přihlásí se ke spojené levici. bbox=[1146, 108, 1679, 143]
bourse-item: Karl-Lud. dráha bbox=[1420, 1361, 1516, 1376]
article-lead: Z Vídně. bbox=[601, 1875, 673, 1892]
bourse-item: Dráha Františka Josefa bbox=[1420, 1423, 1560, 1437]
bourse-row bbox=[1417, 1407, 1679, 1423]
article-pekari bbox=[56, 1406, 588, 1442]
article-body: Do včerejšího zasedání panské sněmovny dostavilo se účastenství ve četnějším počtu nežli dříve. Jo v tom vidět, že i Schmerlingova strana uznala za vhodné a nepokládá abstinenčních. bbox=[601, 1818, 1134, 1872]
article-body: tažena byla dnes tato čísla: 80 37 77 83 35. bbox=[208, 1669, 530, 1686]
section-divider bbox=[56, 1694, 588, 1695]
bourse-row bbox=[1417, 1438, 1679, 1454]
article-terstu bbox=[1146, 795, 1679, 885]
ad-text: na Moravě, zvěčnělým již majitelem p. Fr. Smekalem spolu svými požadavky a pohledávkami dědičně synu p. Raimundovi A. Smekalovi, čímž obě továrny povede na vlastní řád pod firmou „F. Smekala syn“. Zpráva tato nespočívá zajisté na pravdě. Zvěčnělý p. Fr. Smekal zanechal obě továrny v Čechách u Olomouce na Moravě choti své p. Anně Smekalové a synu nezletilému. F. Smekalovi s tím ustanovením, že na paní Smekalové bude povinnost továrny vésti, které pod dosavadní firmou „Fr. Smekal na Smíchově a v Čechách u Olomouce“ dále vedena bude, pod rukou její. Továrna na Smíchově byla se synem pronajata p.R.A. Smekalovi, kterýž tuto pod firmou: „F. Smekala syn“ dále povede na vlastní řád. Následkem toho není tedy nyní firma v Čechách u Olomouce pod jinou firmou nežli pod firmou továrníky na Smíchově. Děkujíce všem pánům, jakož i slavné obce, ale i tak slavné hasičské spolky v Čechách i v Olomouci poskytli nám náklonnost a na dále laskavé zachovali a zůstáváme s veškerou úctou bbox=[1146, 1846, 1679, 2036]
bourse-value: 184.25 bbox=[1634, 1454, 1676, 1468]
section-heading-smes: Směs. bbox=[247, 1701, 397, 1741]
article-lead: Zvláštní ministerské nařízení. bbox=[601, 347, 853, 365]
section-divider bbox=[601, 480, 1134, 482]
article-schuze bbox=[56, 293, 588, 654]
bourse-row bbox=[1146, 1463, 1408, 1477]
article-vyskovska bbox=[56, 1295, 588, 1403]
article-lead: Z Kabyry. bbox=[1146, 1203, 1226, 1220]
article-vidne-hosp bbox=[601, 1198, 1134, 1241]
article-lead: Ze Záhřebu. bbox=[1146, 535, 1247, 553]
bourse-value: 313.75 bbox=[1634, 1377, 1676, 1391]
bourse-value: 181.20 bbox=[1634, 1499, 1676, 1514]
bourse-row bbox=[1146, 1404, 1408, 1419]
article-lead: Sezení moravského výboru zemského bbox=[56, 657, 376, 674]
bourse-value: 174.50 bbox=[1634, 1469, 1676, 1484]
bourse-item: Renta státní bbox=[1149, 1360, 1224, 1375]
article-body: Syrský židovský výbor pro fond kolonisační vydal prohlášení, jímž žádá podporu pro 200 židovských rodin z Ruska, které mají býti usazeny v Syrii, ale naši úskoči na ostrově Cypru, kde jim vláda anglická vykázala území obsáhlejší 3☐ míle. Cyperané byli dosud tak šťastni, že dosud nebylo mezi nimi ani jednoho žida, což jim ovšem dávalo podnět k nemalé radosti. Svobodomyslná vláda anglická je však této nevinné radosti zbavila, usadivši mezi nimi židy sama a k tomu jim dala ještě pole. Jelikož však židé nemají na pouhé pole dosti, obrací se na dobročinný výbor peněz, aby si za ně židé cypršti mohli nastavěti domů a nakoupiti nářadí ku vzdělávání svých polí. bbox=[601, 164, 1134, 344]
bourse-row bbox=[1417, 1607, 1679, 1622]
bourse-row bbox=[1417, 1484, 1679, 1499]
section-divider bbox=[601, 1248, 1134, 1250]
section-divider bbox=[601, 1616, 1134, 1618]
bourse-item: 5% uherská pap. renta bbox=[1149, 1390, 1288, 1404]
bourse-item: Západ. dráha bbox=[1420, 1408, 1501, 1422]
